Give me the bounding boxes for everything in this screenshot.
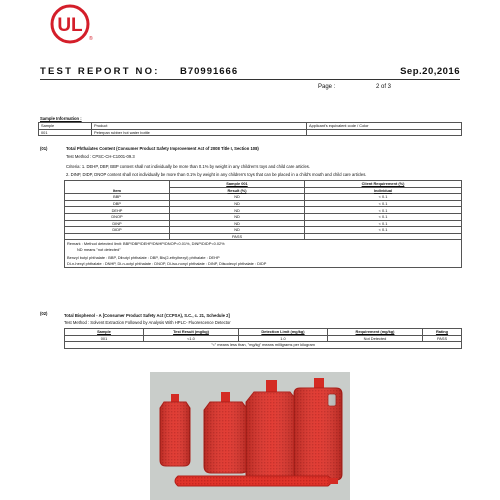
report-title: TEST REPORT NO:: [40, 66, 160, 77]
report-date: Sep.20,2016: [400, 66, 460, 77]
table-cell: DIDP: [65, 227, 170, 234]
table-cell: ND: [170, 220, 305, 227]
col-item: Item: [65, 187, 170, 194]
table-cell: 001: [65, 335, 144, 342]
sample-info-heading: Sample Information :: [40, 116, 82, 121]
table-cell: Peterpan rubber hot water bottle: [92, 129, 307, 136]
table-row: [65, 220, 462, 227]
section1-number: (01): [40, 146, 48, 151]
table-cell: < 0.1: [305, 213, 462, 220]
table-cell: PASS: [423, 335, 462, 342]
table-row: [65, 335, 462, 342]
table-cell: ND: [170, 194, 305, 201]
bottle-small: [160, 394, 190, 466]
section1-title: Total Phthalates Content (Consumer Product Safety Improvement Act of 2008 Title I, Section 108): [66, 146, 259, 151]
table-cell: Not Detected: [328, 335, 423, 342]
hot-water-bottles-image: [150, 372, 350, 500]
table-cell: ND: [170, 227, 305, 234]
table-cell: DBP: [65, 200, 170, 207]
table-row: [65, 329, 462, 336]
table-header: Requirement (mg/kg): [328, 329, 423, 336]
table-row: [65, 207, 462, 214]
table-row: [39, 129, 462, 136]
table-row: [65, 181, 462, 188]
table-cell: < 0.1: [305, 227, 462, 234]
table-cell: DINP: [65, 220, 170, 227]
nd-note: ND means "not detected": [77, 246, 121, 252]
col-individual: Individual: [305, 187, 462, 194]
table-cell: < 0.1: [305, 220, 462, 227]
table-row: [39, 123, 462, 130]
page-value: 2 of 3: [376, 84, 392, 90]
table-cell: DEHP: [65, 207, 170, 214]
section1-criteria-2: 2. DINP, DIDP, DNOP content shall not individually be more than 0.1% by weight in any children's toys that can be placed in a child's mouth and child care articles.: [66, 172, 367, 177]
bottle-medium: [204, 392, 248, 473]
svg-text:®: ®: [89, 36, 93, 42]
table-row: [65, 194, 462, 201]
bisphenol-table: [64, 328, 462, 349]
section1-method: Test Method : CPSC-CH-C1001-09.3: [66, 154, 135, 159]
table-header: Product: [92, 123, 307, 130]
sample-info-table: [38, 122, 462, 136]
table-row: [65, 187, 462, 194]
header-rule: [40, 79, 460, 80]
hot-water-bottles-photo: [150, 372, 350, 500]
abbreviation-text-1: Benzyl butyl phthalate : BBP, Dibutyl phthalate : DBP, Bis(2-ethylhexyl) phthalate : DEHP: [67, 255, 220, 261]
section1-criteria-1: Criteria: 1. DEHP, DBP, BBP content shall not individually be more than 0.1% by weight in any children's toys and child care articles.: [66, 164, 311, 169]
bottle-long: [175, 476, 338, 486]
table-cell: BBP: [65, 194, 170, 201]
remark-text: Remark : Method detected limit: BBP/DBP/DEHP/DNHP/DNOP<0.01%, DINP/DIDP<0.02%: [67, 241, 225, 247]
phthalates-table: [64, 180, 462, 268]
table-cell: < 0.1: [305, 200, 462, 207]
table-cell: < 0.1: [305, 194, 462, 201]
table-header: Rating: [423, 329, 462, 336]
table-header: Test Result (mg/kg): [144, 329, 239, 336]
table-row: [65, 342, 462, 349]
table-row: [65, 213, 462, 220]
report-number: B70991666: [180, 66, 239, 77]
ul-logo: [44, 4, 96, 44]
remarks-cell: [65, 240, 462, 268]
table-cell: 1.0: [239, 335, 328, 342]
ul-logo-text: UL: [57, 15, 83, 36]
col-result: Result (%): [170, 187, 305, 194]
col-sample: Sample 001: [170, 181, 305, 188]
table-cell: ND: [170, 213, 305, 220]
abbreviation-text-2: Di-n-hexyl phthalate : DNHP, Di-n-octyl phthalate : DNOP, Di-iso-nonyl phthalate : DINP, Diisodecyl phthalate : DIDP: [67, 260, 267, 266]
units-note: "<" means less than, "mg/kg" means milligrams per kilogram: [65, 342, 462, 349]
col-client-requirement: Client Requirement (%): [305, 181, 462, 188]
table-row: [65, 200, 462, 207]
table-cell: <1.0: [144, 335, 239, 342]
table-cell: [307, 129, 462, 136]
bottle-with-handle: [294, 378, 342, 480]
table-header: Sample: [65, 329, 144, 336]
section2-method: Test Method : Solvent Extraction Followed by Analysis With HPLC- Fluorescence Detector: [64, 320, 231, 325]
table-header: Detection Limit (mg/kg): [239, 329, 328, 336]
section2-number: (02): [40, 311, 48, 316]
table-header: Applicant's equivalent code / Color: [307, 123, 462, 130]
table-cell: ND: [170, 200, 305, 207]
table-cell: < 0.1: [305, 207, 462, 214]
section2-title: Total Bisphenol - A [Consumer Product Safety Act (CCPSA), S.C., c. 21, Schedule 2]: [64, 313, 230, 318]
table-row: [65, 233, 462, 240]
table-cell: DNOP: [65, 213, 170, 220]
table-cell: ND: [170, 207, 305, 214]
page-label: Page :: [318, 84, 336, 90]
bottle-large: [246, 380, 298, 481]
table-header: Sample: [39, 123, 92, 130]
table-row: [65, 240, 462, 268]
table-cell: 001: [39, 129, 92, 136]
pass-cell: PASS: [170, 233, 305, 240]
table-row: [65, 227, 462, 234]
